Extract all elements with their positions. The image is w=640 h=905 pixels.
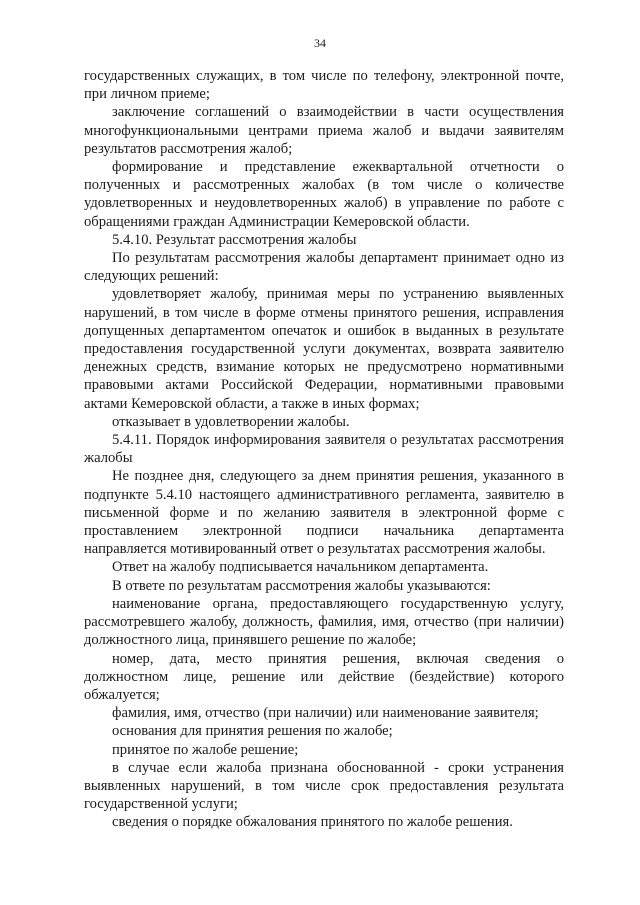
- list-item: принятое по жалобе решение;: [112, 741, 299, 758]
- list-item: основания для принятия решения по жалобе;: [112, 723, 393, 740]
- section-heading: 5.4.11. Порядок информирования заявителя о результатах рассмотрения жалобы: [84, 432, 564, 467]
- page-number: 34: [314, 36, 326, 50]
- paragraph: заключение соглашений о взаимодействии в части осуществления многофункциональными центрами приема жалоб и выдачи заявителям результатов рассмотрения жалоб;: [84, 104, 564, 157]
- list-item: наименование органа, предоставляющего государственную услугу, рассмотревшего жалобу, должность, фамилия, имя, отчество (при наличии) должностного лица, принявшего решение по жалобе;: [84, 595, 564, 649]
- section-heading: 5.4.10. Результат рассмотрения жалобы: [112, 231, 357, 248]
- list-item: сведения о порядке обжалования принятого по жалобе решения.: [112, 814, 513, 831]
- paragraph: формирование и представление ежеквартальной отчетности о полученных и рассмотренных жалобах (в том числе о количестве удовлетворенных и неудовлетворенных жалоб) в управление по работе с обращениями граждан Администрации Кемеровской области.: [84, 159, 564, 230]
- list-item: в случае если жалоба признана обоснованной - сроки устранения выявленных нарушений, в том числе срок предоставления результата государственной услуги;: [84, 759, 564, 813]
- document-body: [84, 67, 564, 832]
- paragraph: В ответе по результатам рассмотрения жалобы указываются:: [112, 577, 491, 594]
- paragraph: удовлетворяет жалобу, принимая меры по устранению выявленных нарушений, в том числе в форме отмены принятого решения, исправления допущенных департаментом опечаток и ошибок в выданных в результате предоставления государственной услуги документах, возврата заявителю денежных средств, взимание которых не предусмотрено нормативными правовыми актами Российской Федерации, нормативными правовыми актами Кемеровской области, а также в иных формах;: [84, 286, 564, 412]
- paragraph: По результатам рассмотрения жалобы департамент принимает одно из следующих решений:: [84, 250, 564, 285]
- list-item: номер, дата, место принятия решения, включая сведения о должностном лице, решение или действие (бездействие) которого обжалуется;: [84, 650, 564, 703]
- paragraph: Не позднее дня, следующего за днем принятия решения, указанного в подпункте 5.4.10 настоящего административного регламента, заявителю в письменной форме и по желанию заявителя в электронной форме с проставлением электронной подписи начальника департамента направляется мотивированный ответ о результатах рассмотрения жалобы.: [84, 468, 564, 558]
- list-item: фамилия, имя, отчество (при наличии) или наименование заявителя;: [112, 705, 539, 722]
- paragraph: отказывает в удовлетворении жалобы.: [112, 413, 350, 430]
- paragraph: Ответ на жалобу подписывается начальником департамента.: [112, 559, 489, 576]
- paragraph-continuation: государственных служащих, в том числе по телефону, электронной почте, при личном приеме;: [84, 68, 564, 103]
